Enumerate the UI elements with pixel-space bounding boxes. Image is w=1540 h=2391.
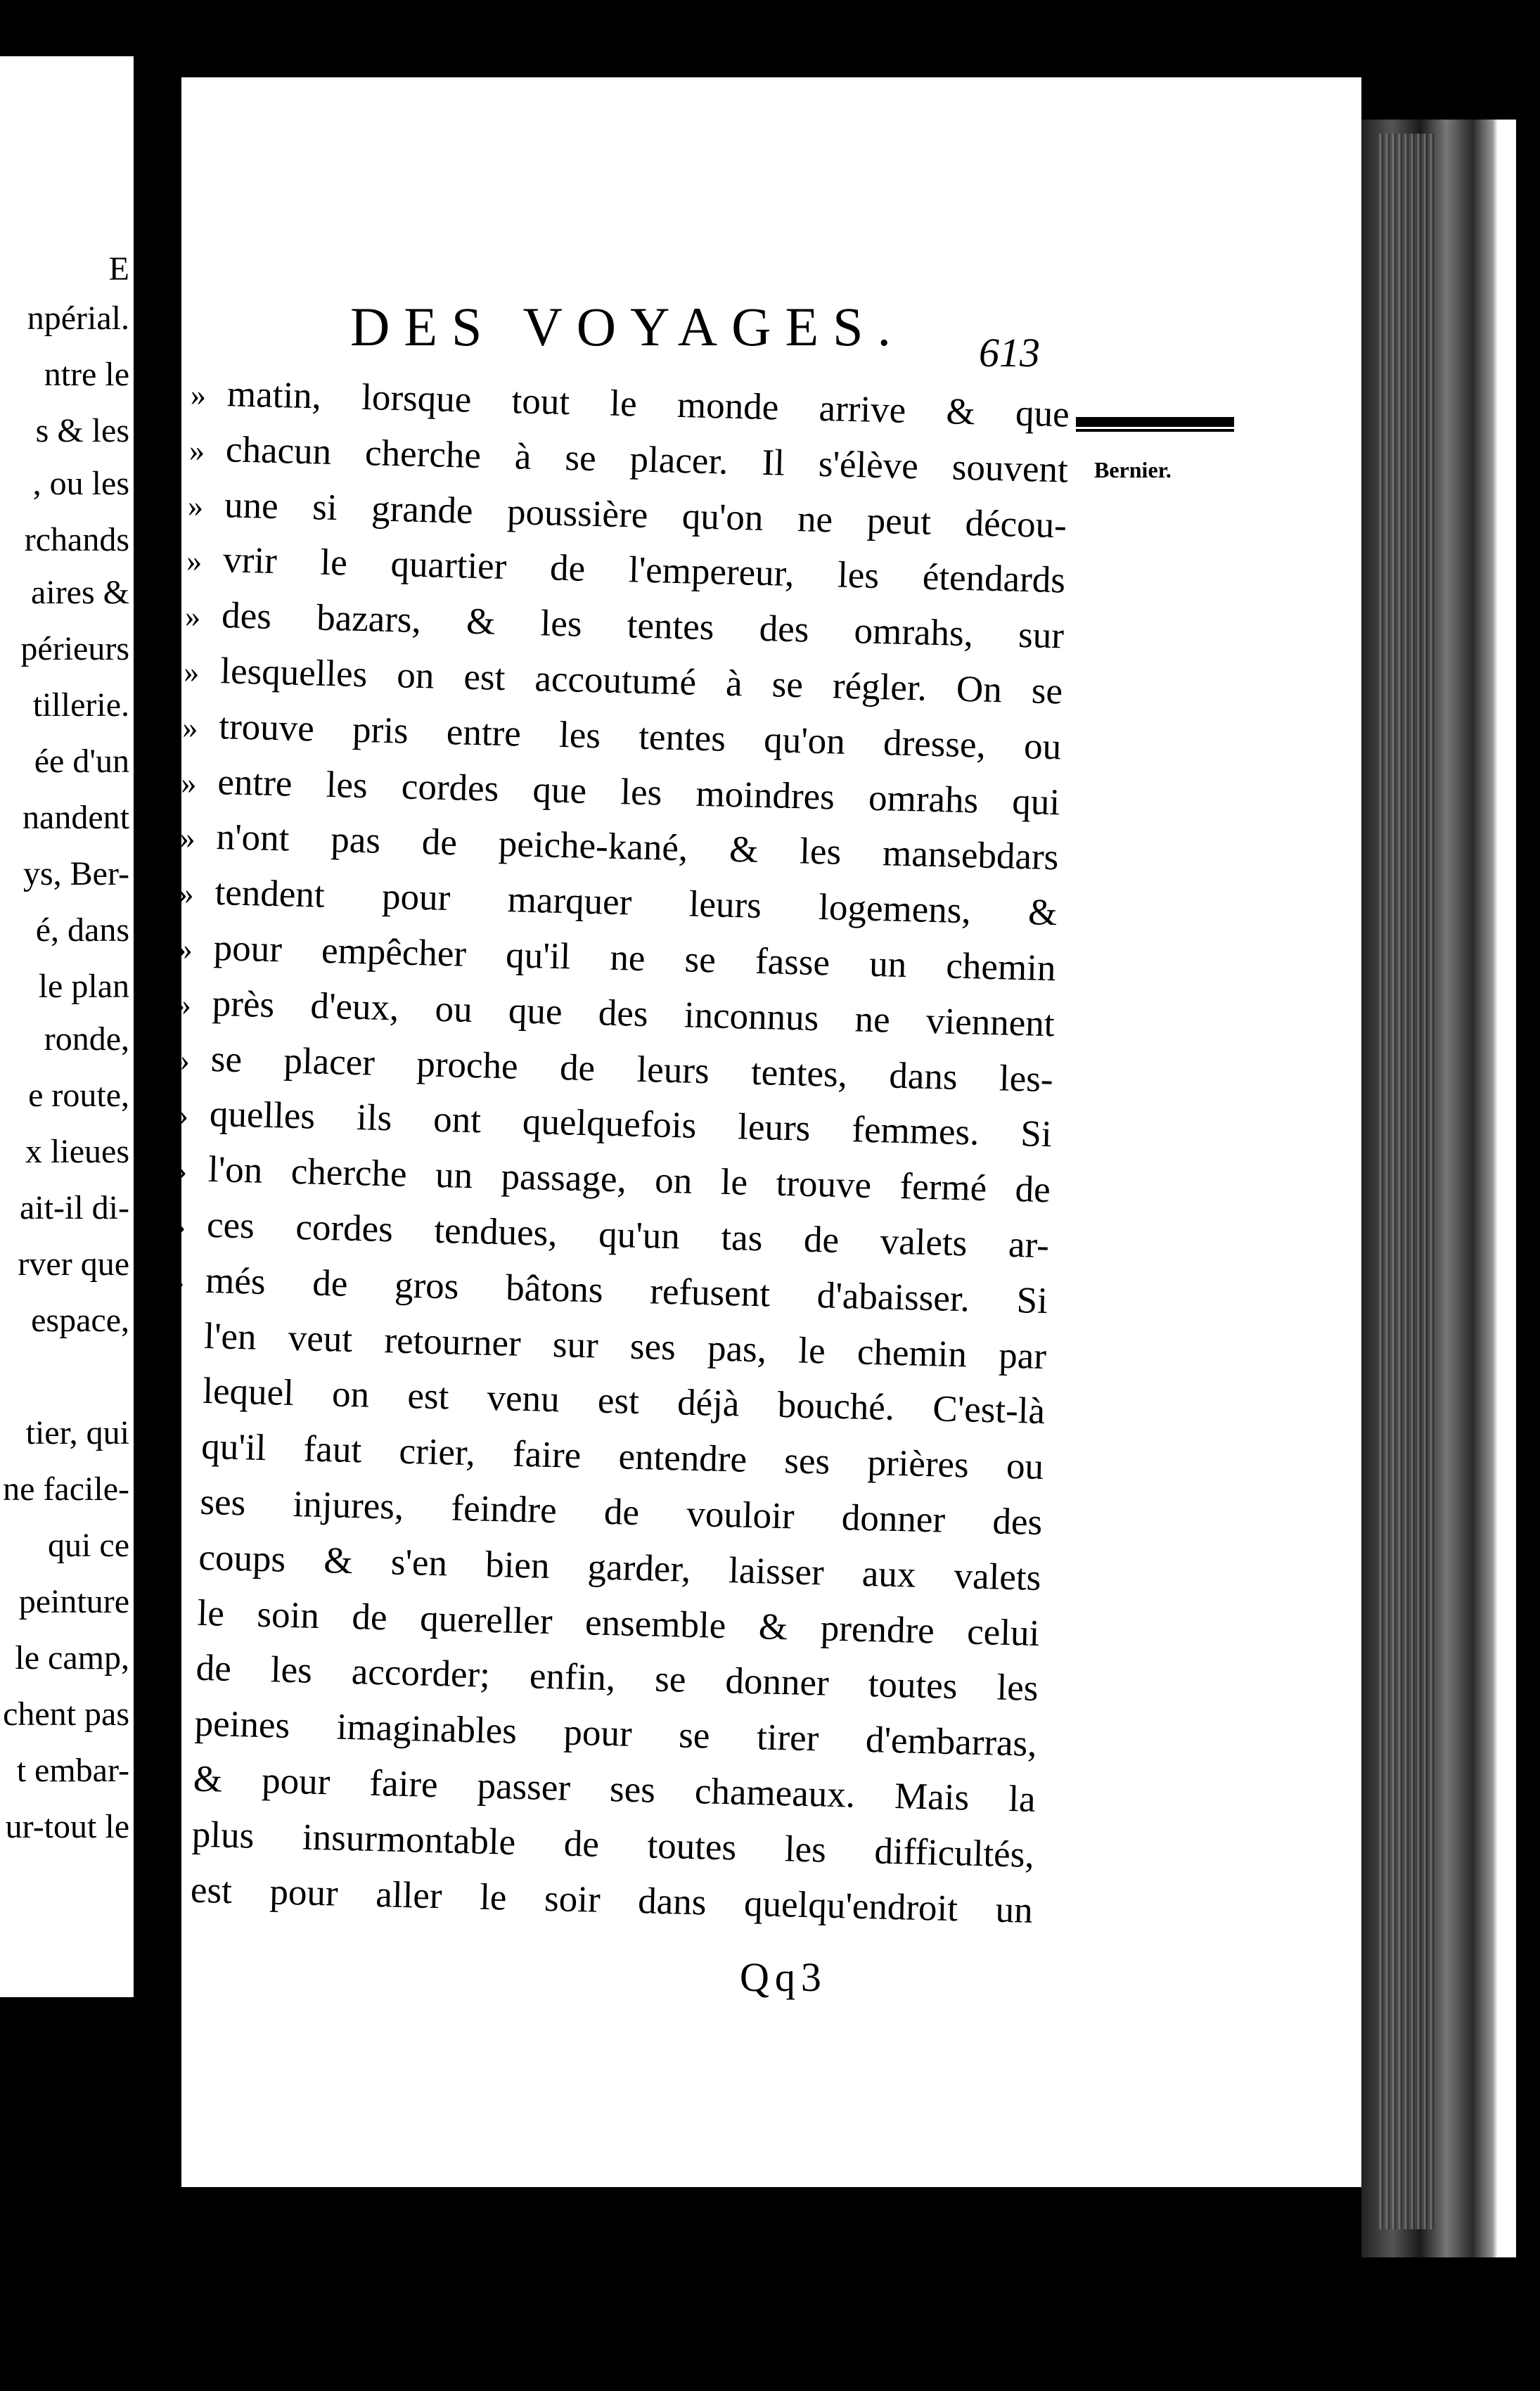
left-page-line: tier, qui [25, 1414, 129, 1451]
left-page-line: espace, [31, 1302, 129, 1339]
line-text: chacun cherche à se placer. Il s'élève souvent [225, 429, 1069, 491]
left-page-line: e route, [28, 1077, 129, 1114]
quote-mark: » [164, 1430, 181, 1466]
line-text: près d'eux, ou que des inconnus ne viennent [212, 982, 1055, 1045]
page-edges-stripes [1378, 134, 1435, 2229]
quote-mark: » [153, 1873, 170, 1909]
quote-mark: » [168, 1264, 185, 1299]
line-text: quelles ils ont quelquefois leurs femmes. Si [209, 1094, 1053, 1155]
page-number: 613 [979, 330, 1040, 376]
quote-mark: » [179, 821, 196, 856]
quote-mark: » [171, 1153, 188, 1188]
left-page-line: tillerie. [32, 686, 129, 724]
left-page-line: chent pas [3, 1696, 129, 1733]
line-text: lequel on est venu est déjà bouché. C'est-là [202, 1371, 1046, 1432]
quote-mark: » [181, 710, 199, 745]
body-text [153, 366, 1070, 1938]
quote-mark: » [187, 488, 204, 524]
left-page-fragment [0, 56, 134, 1997]
left-page-line: le plan [38, 968, 129, 1005]
quote-mark: » [167, 1319, 184, 1354]
line-text: de les accorder; enfin, se donner toutes les [195, 1648, 1039, 1710]
line-text: l'on cherche un passage, on le trouve fermé de [207, 1149, 1051, 1211]
left-page-line: peinture [18, 1583, 129, 1620]
quote-mark: » [190, 377, 207, 413]
left-page-line: ée d'un [34, 743, 129, 780]
line-text: qu'il faut crier, faire entendre ses prières ou [200, 1425, 1044, 1488]
quote-mark: » [175, 987, 192, 1023]
left-page-line: ait-il di- [20, 1189, 129, 1226]
line-text: entre les cordes que les moindres omrahs qui [217, 761, 1060, 823]
line-text: n'ont pas de peiche-kané, & les mansebdars [215, 816, 1059, 878]
line-text: tendent pour marquer leurs logemens, & [214, 872, 1058, 934]
line-text: matin, lorsque tout le monde arrive & que [226, 373, 1070, 435]
left-page-line: aires & [31, 574, 129, 611]
quote-mark: » [156, 1762, 173, 1797]
quote-mark: » [186, 544, 203, 579]
quote-mark: » [161, 1541, 179, 1576]
line-text: l'en veut retourner sur ses pas, le chemin par [203, 1315, 1047, 1377]
quote-mark: » [159, 1651, 176, 1687]
left-page-line: ntre le [44, 356, 129, 393]
left-page-line: rver que [18, 1245, 129, 1283]
line-text: ses injures, feindre de vouloir donner des [199, 1481, 1043, 1543]
left-page-line: qui ce [48, 1527, 129, 1564]
line-text: des bazars, & les tentes des omrahs, sur [221, 595, 1065, 657]
left-page-line: s & les [35, 412, 129, 449]
line-text: plus insurmontable de toutes les difficultés, [191, 1814, 1035, 1876]
line-text: vrir le quartier de l'empereur, les étendards [222, 539, 1066, 601]
margin-rule-thin [1076, 429, 1234, 432]
left-page-line: nandent [23, 799, 129, 836]
quote-mark: » [183, 654, 200, 690]
margin-note: Bernier. [1094, 457, 1172, 482]
left-page-line: E [108, 250, 129, 288]
quote-mark: » [180, 765, 198, 800]
line-text: coups & s'en bien garder, laisser aux valets [198, 1537, 1041, 1598]
line-text: lesquelles on est accoutumé à se régler. On se [219, 650, 1063, 712]
quote-mark: » [155, 1818, 172, 1853]
left-page-line: t embar- [16, 1752, 129, 1789]
left-page-line: é, dans [35, 911, 129, 949]
quote-mark: » [158, 1707, 174, 1743]
line-text: més de gros bâtons refusent d'abaisser. Si [205, 1259, 1048, 1321]
line-text: & pour faire passer ses chameaux. Mais la [193, 1758, 1037, 1820]
quote-mark: » [177, 931, 193, 967]
quote-mark: » [172, 1098, 189, 1133]
left-page-line: , ou les [32, 465, 129, 502]
quote-mark: » [160, 1596, 177, 1632]
quote-mark: » [188, 432, 205, 468]
line-text: peines imaginables pour se tirer d'embarras, [194, 1703, 1038, 1765]
left-page-line: ronde, [44, 1020, 129, 1058]
line-text: trouve pris entre les tentes qu'on dresse, ou [218, 705, 1062, 768]
margin-rule [1076, 417, 1234, 427]
line-text: ces cordes tendues, qu'un tas de valets ar- [206, 1204, 1050, 1267]
line-text: le soin de quereller ensemble & prendre celui [196, 1592, 1041, 1654]
line-text: une si grande poussière qu'on ne peut décou- [224, 484, 1067, 546]
left-page-line: le camp, [15, 1639, 129, 1677]
quote-mark: » [178, 876, 195, 911]
signature-mark: Qq3 [740, 1954, 827, 2000]
left-page-line: rchands [24, 521, 129, 558]
running-header: DES VOYAGES. [350, 296, 905, 357]
line-text: est pour aller le soir dans quelqu'endroit un [190, 1869, 1034, 1931]
left-page-line: ys, Ber- [23, 855, 129, 892]
line-text: pour empêcher qu'il ne se fasse un chemin [213, 928, 1057, 989]
left-page-line: ur-tout le [5, 1808, 129, 1845]
left-page-line: périeurs [20, 630, 129, 667]
quote-mark: » [169, 1208, 186, 1244]
quote-mark: » [162, 1485, 180, 1520]
line-text: se placer proche de leurs tentes, dans les- [210, 1038, 1054, 1100]
left-page-line: x lieues [25, 1133, 129, 1170]
quote-mark: » [184, 599, 201, 634]
left-page-line: ne facile- [3, 1470, 129, 1508]
quote-mark: » [174, 1042, 191, 1077]
quote-mark: » [165, 1374, 182, 1410]
left-page-line: npérial. [27, 300, 129, 337]
